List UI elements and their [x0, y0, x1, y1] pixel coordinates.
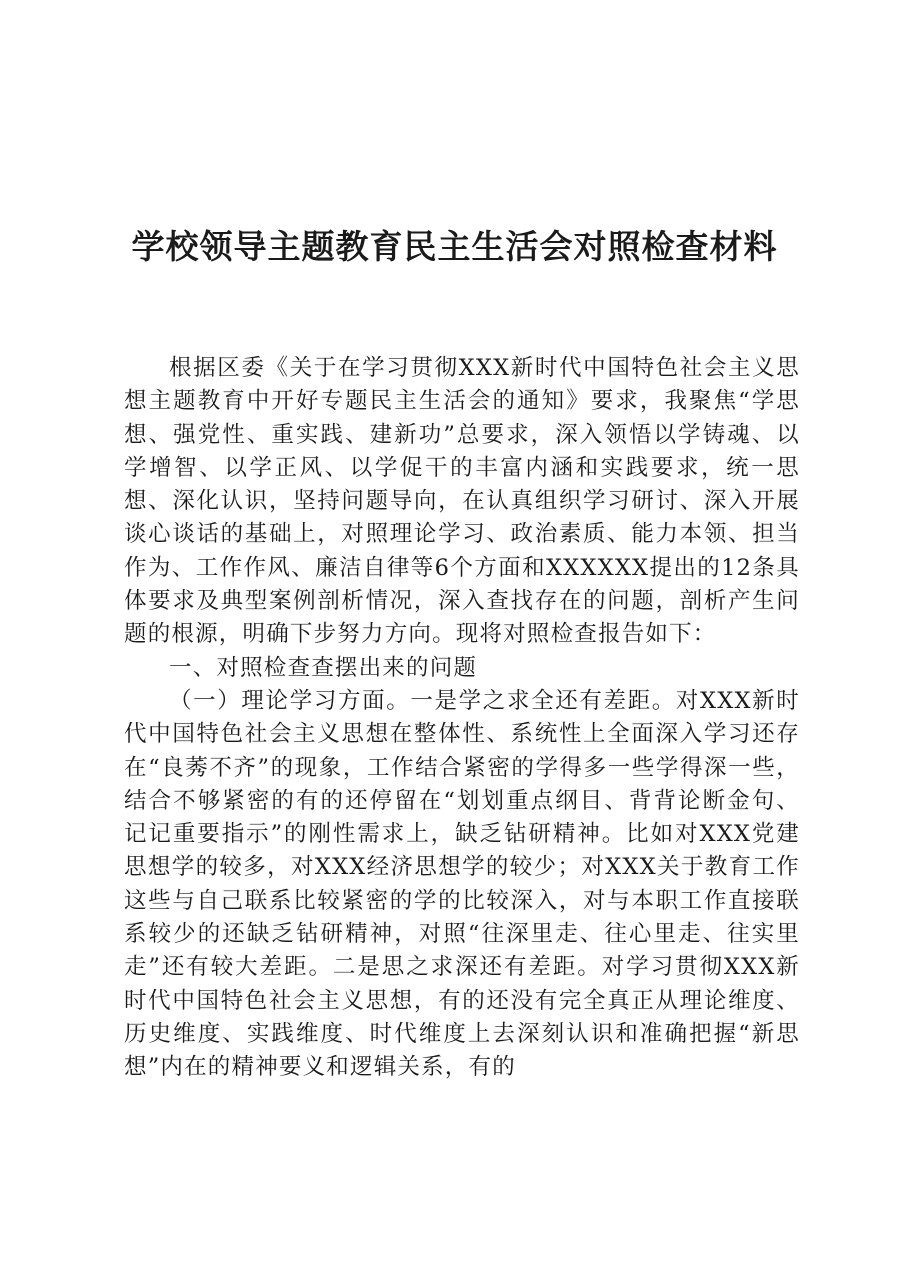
- intro-paragraph: 根据区委《关于在学习贯彻XXX新时代中国特色社会主义思想主题教育中开好专题民主生活会的通知》要求，我聚焦“学思想、强党性、重实践、建新功”总要求，深入领悟以学铸魂、以学增智、以学正风、以学促干的丰富内涵和实践要求，统一思想、深化认识，坚持问题导向，在认真组织学习研讨、深入开展谈心谈话的基础上，对照理论学习、政治素质、能力本领、担当作为、工作作风、廉洁自律等6个方面和XXXXXX提出的12条具体要求及典型案例剖析情况，深入查找存在的问题，剖析产生问题的根源，明确下步努力方向。现将对照检查报告如下：: [124, 355, 800, 648]
- document-title: 学校领导主题教育民主生活会对照检查材料: [131, 227, 778, 266]
- document-body: [124, 352, 800, 1085]
- theory-study-paragraph: （一）理论学习方面。一是学之求全还有差距。对XXX新时代中国特色社会主义思想在整体性、系统性上全面深入学习还存在“良莠不齐”的现象，工作结合紧密的学得多一些学得深一些，结合不够紧密的有的还停留在“划划重点纲目、背背论断金句、记记重要指示”的刚性需求上，缺乏钻研精神。比如对XXX党建思想学的较多，对XXX经济思想学的较少；对XXX关于教育工作这些与自己联系比较紧密的学的比较深入，对与本职工作直接联系较少的还缺乏钻研精神，对照“往深里走、往心里走、往实里走”还有较大差距。二是思之求深还有差距。对学习贯彻XXX新时代中国特色社会主义思想，有的还没有完全真正从理论维度、历史维度、实践维度、时代维度上去深刻认识和准确把握“新思想”内在的精神要义和逻辑关系，有的: [124, 687, 801, 1081]
- section-heading: 一、对照检查查摆出来的问题: [169, 654, 478, 681]
